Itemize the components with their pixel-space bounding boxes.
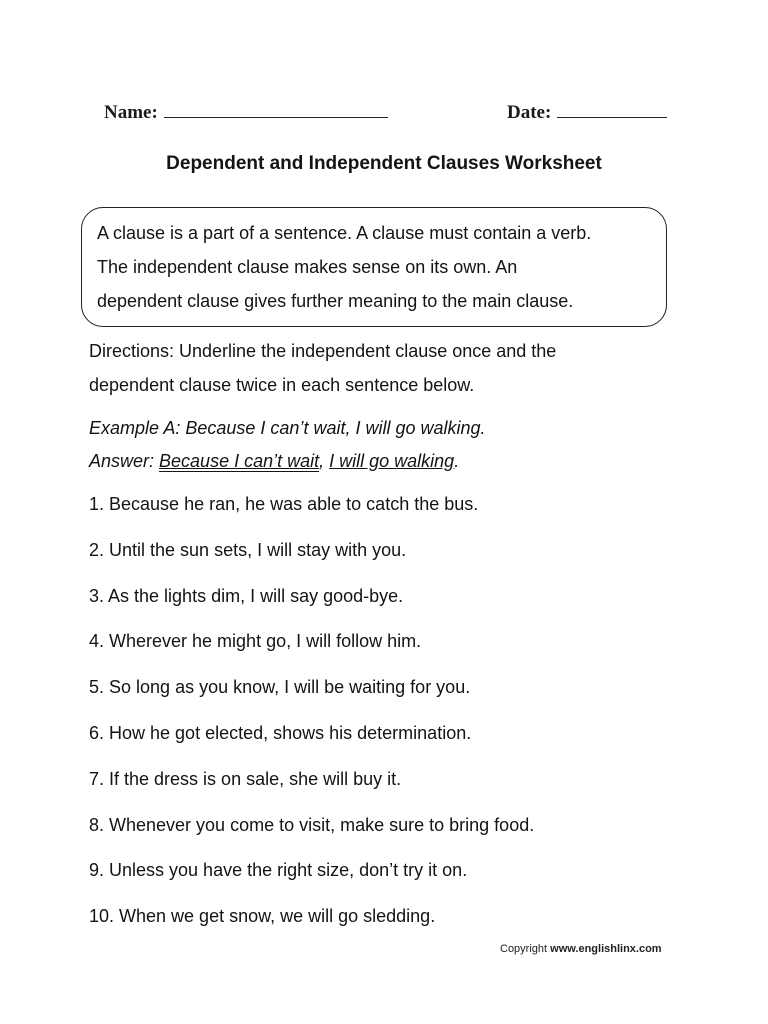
- name-field: [104, 100, 388, 124]
- answer-dependent-clause: Because I can’t wait: [159, 451, 320, 471]
- definition-line: A clause is a part of a sentence. A clause must contain a verb.: [97, 223, 592, 243]
- exercise-item: 2. Until the sun sets, I will stay with you.: [89, 539, 407, 560]
- directions: [89, 334, 556, 402]
- name-blank-line[interactable]: [164, 100, 388, 118]
- directions-line: Directions: Underline the independent clause once and the: [89, 341, 557, 361]
- exercise-item: 6. How he got elected, shows his determination.: [89, 722, 472, 743]
- exercise-item: 5. So long as you know, I will be waiting for you.: [89, 677, 471, 698]
- definition-line: The independent clause makes sense on its own. An: [97, 257, 518, 277]
- exercise-item: 9. Unless you have the right size, don’t try it on.: [89, 860, 468, 881]
- date-field: [507, 100, 667, 124]
- date-label: Date:: [507, 102, 552, 123]
- exercise-item: 10. When we get snow, we will go sledding.: [89, 906, 436, 927]
- definition-box: [81, 207, 667, 327]
- worksheet-title: Dependent and Independent Clauses Worksheet: [166, 153, 602, 174]
- example-section: [89, 412, 486, 478]
- exercise-item: 4. Wherever he might go, I will follow him.: [89, 631, 422, 652]
- exercise-item: 3. As the lights dim, I will say good-bye.: [89, 585, 404, 606]
- answer-end: .: [454, 451, 460, 471]
- date-blank-line[interactable]: [557, 100, 667, 118]
- directions-line: dependent clause twice in each sentence below.: [89, 375, 475, 395]
- copyright-footer: [500, 943, 662, 955]
- exercise-item: 8. Whenever you come to visit, make sure to bring food.: [89, 814, 535, 835]
- copyright-label: Copyright: [500, 943, 548, 955]
- definition-line: dependent clause gives further meaning to the main clause.: [97, 291, 574, 311]
- exercise-item: 1. Because he ran, he was able to catch the bus.: [89, 494, 479, 514]
- name-label: Name:: [104, 102, 158, 123]
- exercise-item: 7. If the dress is on sale, she will buy it.: [89, 768, 402, 789]
- copyright-url: www.englishlinx.com: [550, 943, 662, 955]
- answer-separator: ,: [319, 451, 330, 471]
- example-answer: [89, 445, 486, 478]
- exercise-list: [89, 488, 534, 946]
- answer-prefix: Answer:: [89, 451, 160, 471]
- answer-independent-clause: I will go walking: [329, 451, 455, 471]
- example-sentence: Example A: Because I can’t wait, I will go walking.: [89, 418, 486, 438]
